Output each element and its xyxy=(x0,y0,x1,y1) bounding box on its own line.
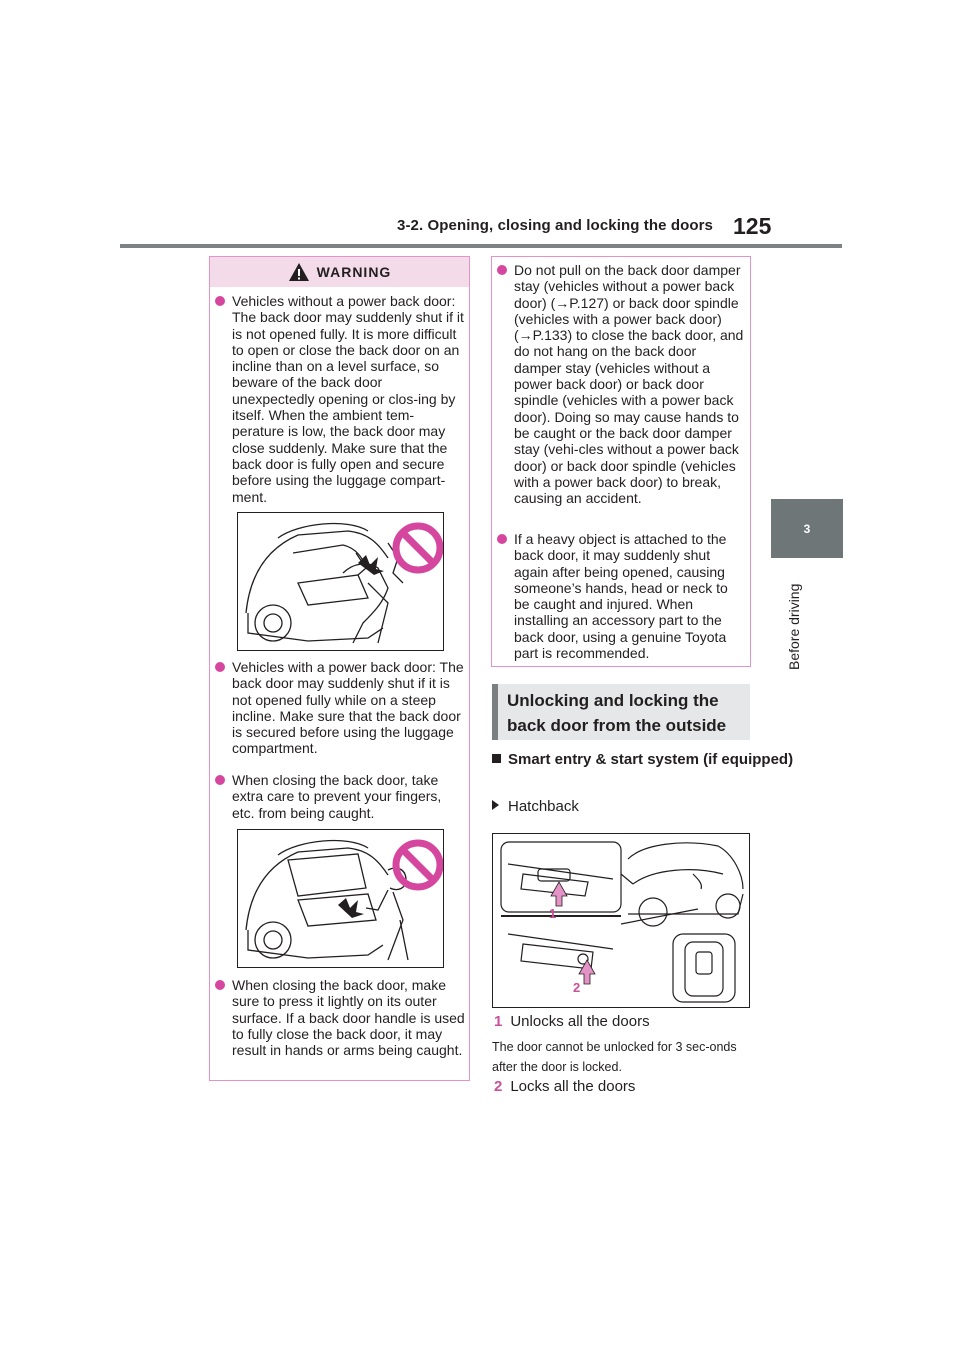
warning-header xyxy=(210,257,469,287)
bullet-icon xyxy=(215,296,225,306)
warning-title: WARNING xyxy=(316,264,392,280)
section-title: 3-2. Opening, closing and locking the doors xyxy=(397,217,713,234)
warning-triangle-icon xyxy=(288,262,310,282)
chapter-label: Before driving xyxy=(786,583,802,670)
back-door-handle-illustration xyxy=(493,834,750,1008)
warning-item: Vehicles without a power back door: The back door may suddenly shut if it is not opened fully. It is more difficult to open or close the back door on an incline than on a level surface, so beware of the back door unexpectedly opening or clos-ing by itself. When the ambient tem-perature is low, the back door may close suddenly. Make sure that the back door is fully open and secure before using the luggage compart-ment. xyxy=(215,293,465,505)
bullet-icon xyxy=(215,662,225,672)
car-back-door-warning-illustration xyxy=(238,513,444,651)
illustration-fingers-caught xyxy=(237,829,444,968)
header-rule xyxy=(120,244,842,248)
bullet-icon xyxy=(215,775,225,785)
callout-2: 2 xyxy=(573,980,581,995)
bullet-icon xyxy=(215,980,225,990)
step-1: 1 Unlocks all the doors xyxy=(494,1013,650,1030)
warning-item: When closing the back door, take extra care to prevent your fingers, etc. from being caught. xyxy=(215,772,465,821)
variant-label: Hatchback xyxy=(492,798,579,815)
warning-item: Vehicles with a power back door: The back door may suddenly shut if it is not opened fully while on a steep incline. Make sure that the back door is secured before using the luggage compartment. xyxy=(215,659,465,757)
car-closing-door-illustration xyxy=(238,830,444,968)
bullet-icon xyxy=(497,534,507,544)
bullet-icon xyxy=(497,265,507,275)
figure-back-door-buttons xyxy=(492,833,750,1008)
page-number: 125 xyxy=(733,213,772,239)
square-bullet-icon xyxy=(492,754,501,763)
step-2: 2 Locks all the doors xyxy=(494,1078,636,1095)
warning-item: If a heavy object is attached to the back door, it may suddenly shut again after being opened, causing someone’s hands, head or neck to be caught and injured. When installing an accessory part to the back door, using a genuine Toyota part is recommended. xyxy=(497,531,747,661)
section-heading: Unlocking and locking the back door from the outside xyxy=(492,684,750,740)
warning-item: Do not pull on the back door damper stay (vehicles without a power back door) (→P.127) or back door spindle (vehicles with a power back door) (→P.133) to close the back door, and do not hang on the back door damper stay (vehicles without a power back door) or back door spindle (vehicles with a power back door). Doing so may cause hands to be caught or the back door damper stay (vehi-cles without a power back door) or back door spindle (vehicles with a power back door) to break, causing an accident. xyxy=(497,262,747,506)
step-note: The door cannot be unlocked for 3 sec-onds after the door is locked. xyxy=(492,1040,737,1074)
arrow-right-icon xyxy=(492,800,499,810)
chapter-tab: 3 xyxy=(771,499,843,558)
sub-heading: Smart entry & start system (if equipped) xyxy=(492,747,793,772)
warning-item: When closing the back door, make sure to press it lightly on its outer surface. If a back door handle is used to fully close the back door, it may result in hands or arms being caught. xyxy=(215,977,465,1058)
illustration-no-incline xyxy=(237,512,444,651)
callout-1: 1 xyxy=(549,906,557,921)
